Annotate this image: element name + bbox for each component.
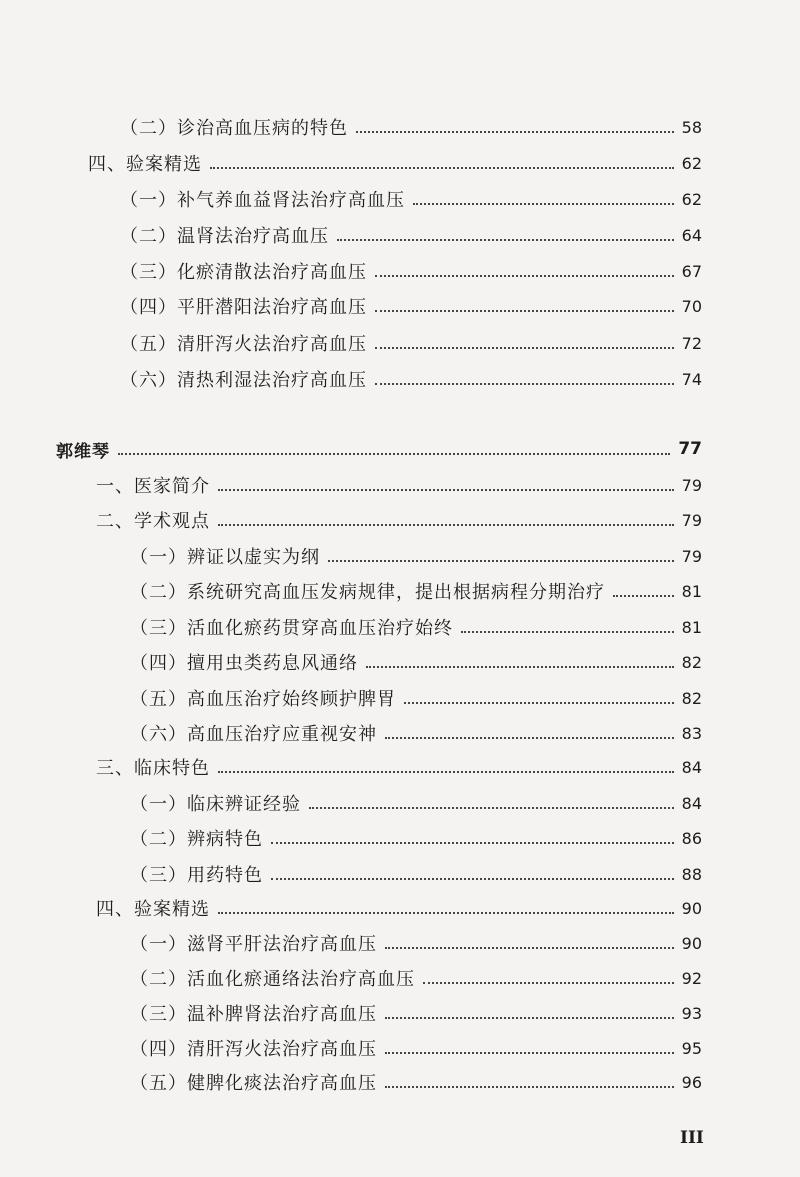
toc-entry-page: 77 <box>678 439 702 459</box>
toc-entry-title: （三）用药特色 <box>130 865 263 886</box>
dot-leader <box>337 239 674 241</box>
toc-entry-title: （五）清肝泻火法治疗高血压 <box>120 334 367 355</box>
toc-entry <box>120 293 702 319</box>
dot-leader <box>385 1052 674 1054</box>
toc-entry <box>130 1000 702 1026</box>
toc-entry-title: （四）清肝泻火法治疗高血压 <box>130 1039 377 1060</box>
toc-entry-title: （二）辨病特色 <box>130 829 263 850</box>
dot-leader <box>366 666 674 668</box>
toc-entry-page: 90 <box>681 898 702 918</box>
dot-leader <box>375 310 674 312</box>
toc-entry-title: （一）临床辨证经验 <box>130 794 301 815</box>
toc-entry-title: 一、医家简介 <box>96 476 210 497</box>
toc-entry-page: 95 <box>681 1038 702 1058</box>
dot-leader <box>118 453 670 455</box>
dot-leader <box>385 737 674 739</box>
toc-entry-title: （三）化瘀清散法治疗高血压 <box>120 262 367 283</box>
toc-entry-title: 三、临床特色 <box>96 758 210 779</box>
toc-entry-page: 58 <box>681 117 702 137</box>
toc-entry <box>130 965 702 991</box>
dot-leader <box>613 595 674 597</box>
toc-entry <box>130 685 702 711</box>
toc-entry-page: 93 <box>681 1003 702 1023</box>
toc-entry-title: （一）补气养血益肾法治疗高血压 <box>120 190 405 211</box>
toc-entry <box>130 720 702 746</box>
toc-entry <box>130 614 702 640</box>
toc-entry <box>120 222 702 248</box>
toc-entry-page: 82 <box>681 652 702 672</box>
toc-entry-page: 83 <box>681 723 702 743</box>
toc-entry-title: 四、验案精选 <box>96 899 210 920</box>
dot-leader <box>375 383 674 385</box>
dot-leader <box>218 489 674 491</box>
toc-entry-title: 二、学术观点 <box>96 511 210 532</box>
toc-entry <box>130 1035 702 1061</box>
toc-entry-page: 62 <box>681 189 702 209</box>
dot-leader <box>218 912 674 914</box>
toc-entry-title: （六）清热利湿法治疗高血压 <box>120 370 367 391</box>
dot-leader <box>328 560 674 562</box>
toc-entry-title: 郭维琴 <box>56 441 110 462</box>
toc-entry <box>96 507 702 533</box>
toc-entry-title: （三）活血化瘀药贯穿高血压治疗始终 <box>130 618 453 639</box>
page-number: III <box>680 1128 704 1148</box>
dot-leader <box>218 771 674 773</box>
dot-leader <box>309 807 674 809</box>
toc-entry-page: 90 <box>681 933 702 953</box>
toc-entry-title: （五）高血压治疗始终顾护脾胃 <box>130 689 396 710</box>
toc-entry <box>130 649 702 675</box>
toc-entry-title: （三）温补脾肾法治疗高血压 <box>130 1004 377 1025</box>
dot-leader <box>461 631 674 633</box>
toc-entry-page: 96 <box>681 1072 702 1092</box>
toc-entry <box>96 895 702 921</box>
toc-entry-page: 72 <box>681 333 702 353</box>
toc-entry-page: 81 <box>681 617 702 637</box>
toc-entry <box>130 578 702 604</box>
toc-entry-page: 92 <box>681 968 702 988</box>
toc-entry-title: （二）活血化瘀通络法治疗高血压 <box>130 969 415 990</box>
toc-entry-page: 74 <box>681 369 702 389</box>
toc-entry <box>130 825 702 851</box>
toc-entry-page: 84 <box>681 793 702 813</box>
dot-leader <box>375 275 674 277</box>
toc-entry <box>130 543 702 569</box>
dot-leader <box>413 203 674 205</box>
toc-entry-page: 82 <box>681 688 702 708</box>
toc-entry-page: 79 <box>681 475 702 495</box>
toc-entry-title: 四、验案精选 <box>88 154 202 175</box>
toc-entry <box>120 258 702 284</box>
toc-entry-page: 79 <box>681 546 702 566</box>
toc-entry <box>96 472 702 498</box>
toc-entry <box>130 1069 702 1095</box>
toc-entry-page: 62 <box>681 153 702 173</box>
dot-leader <box>271 842 674 844</box>
toc-entry-title: （一）辨证以虚实为纲 <box>130 547 320 568</box>
toc-entry <box>130 930 702 956</box>
toc-entry-title: （一）滋肾平肝法治疗高血压 <box>130 934 377 955</box>
dot-leader <box>218 524 674 526</box>
dot-leader <box>385 1017 674 1019</box>
toc-entry <box>130 790 702 816</box>
dot-leader <box>404 702 674 704</box>
toc-entry-page: 86 <box>681 828 702 848</box>
toc-entry <box>96 754 702 780</box>
toc-entry <box>120 186 702 212</box>
dot-leader <box>210 167 674 169</box>
toc-entry-title: （二）诊治高血压病的特色 <box>120 118 348 139</box>
toc-entry <box>120 114 702 140</box>
toc-entry-title: （五）健脾化痰法治疗高血压 <box>130 1073 377 1094</box>
toc-section-heading <box>56 436 702 462</box>
dot-leader <box>356 131 674 133</box>
toc-entry-page: 70 <box>681 296 702 316</box>
toc-entry <box>88 150 702 176</box>
toc-entry <box>120 366 702 392</box>
toc-entry <box>130 861 702 887</box>
toc-entry-page: 81 <box>681 581 702 601</box>
toc-entry-title: （四）平肝潜阳法治疗高血压 <box>120 297 367 318</box>
toc-entry-title: （六）高血压治疗应重视安神 <box>130 724 377 745</box>
toc-entry <box>120 330 702 356</box>
toc-entry-page: 64 <box>681 225 702 245</box>
toc-entry-page: 88 <box>681 864 702 884</box>
dot-leader <box>375 347 674 349</box>
toc-entry-title: （四）擅用虫类药息风通络 <box>130 653 358 674</box>
dot-leader <box>385 1086 674 1088</box>
toc-entry-title: （二）温肾法治疗高血压 <box>120 226 329 247</box>
dot-leader <box>423 982 674 984</box>
toc-entry-page: 79 <box>681 510 702 530</box>
dot-leader <box>271 878 674 880</box>
toc-entry-page: 84 <box>681 757 702 777</box>
toc-entry-page: 67 <box>681 261 702 281</box>
toc-entry-title: （二）系统研究高血压发病规律，提出根据病程分期治疗 <box>130 582 605 603</box>
dot-leader <box>385 947 674 949</box>
